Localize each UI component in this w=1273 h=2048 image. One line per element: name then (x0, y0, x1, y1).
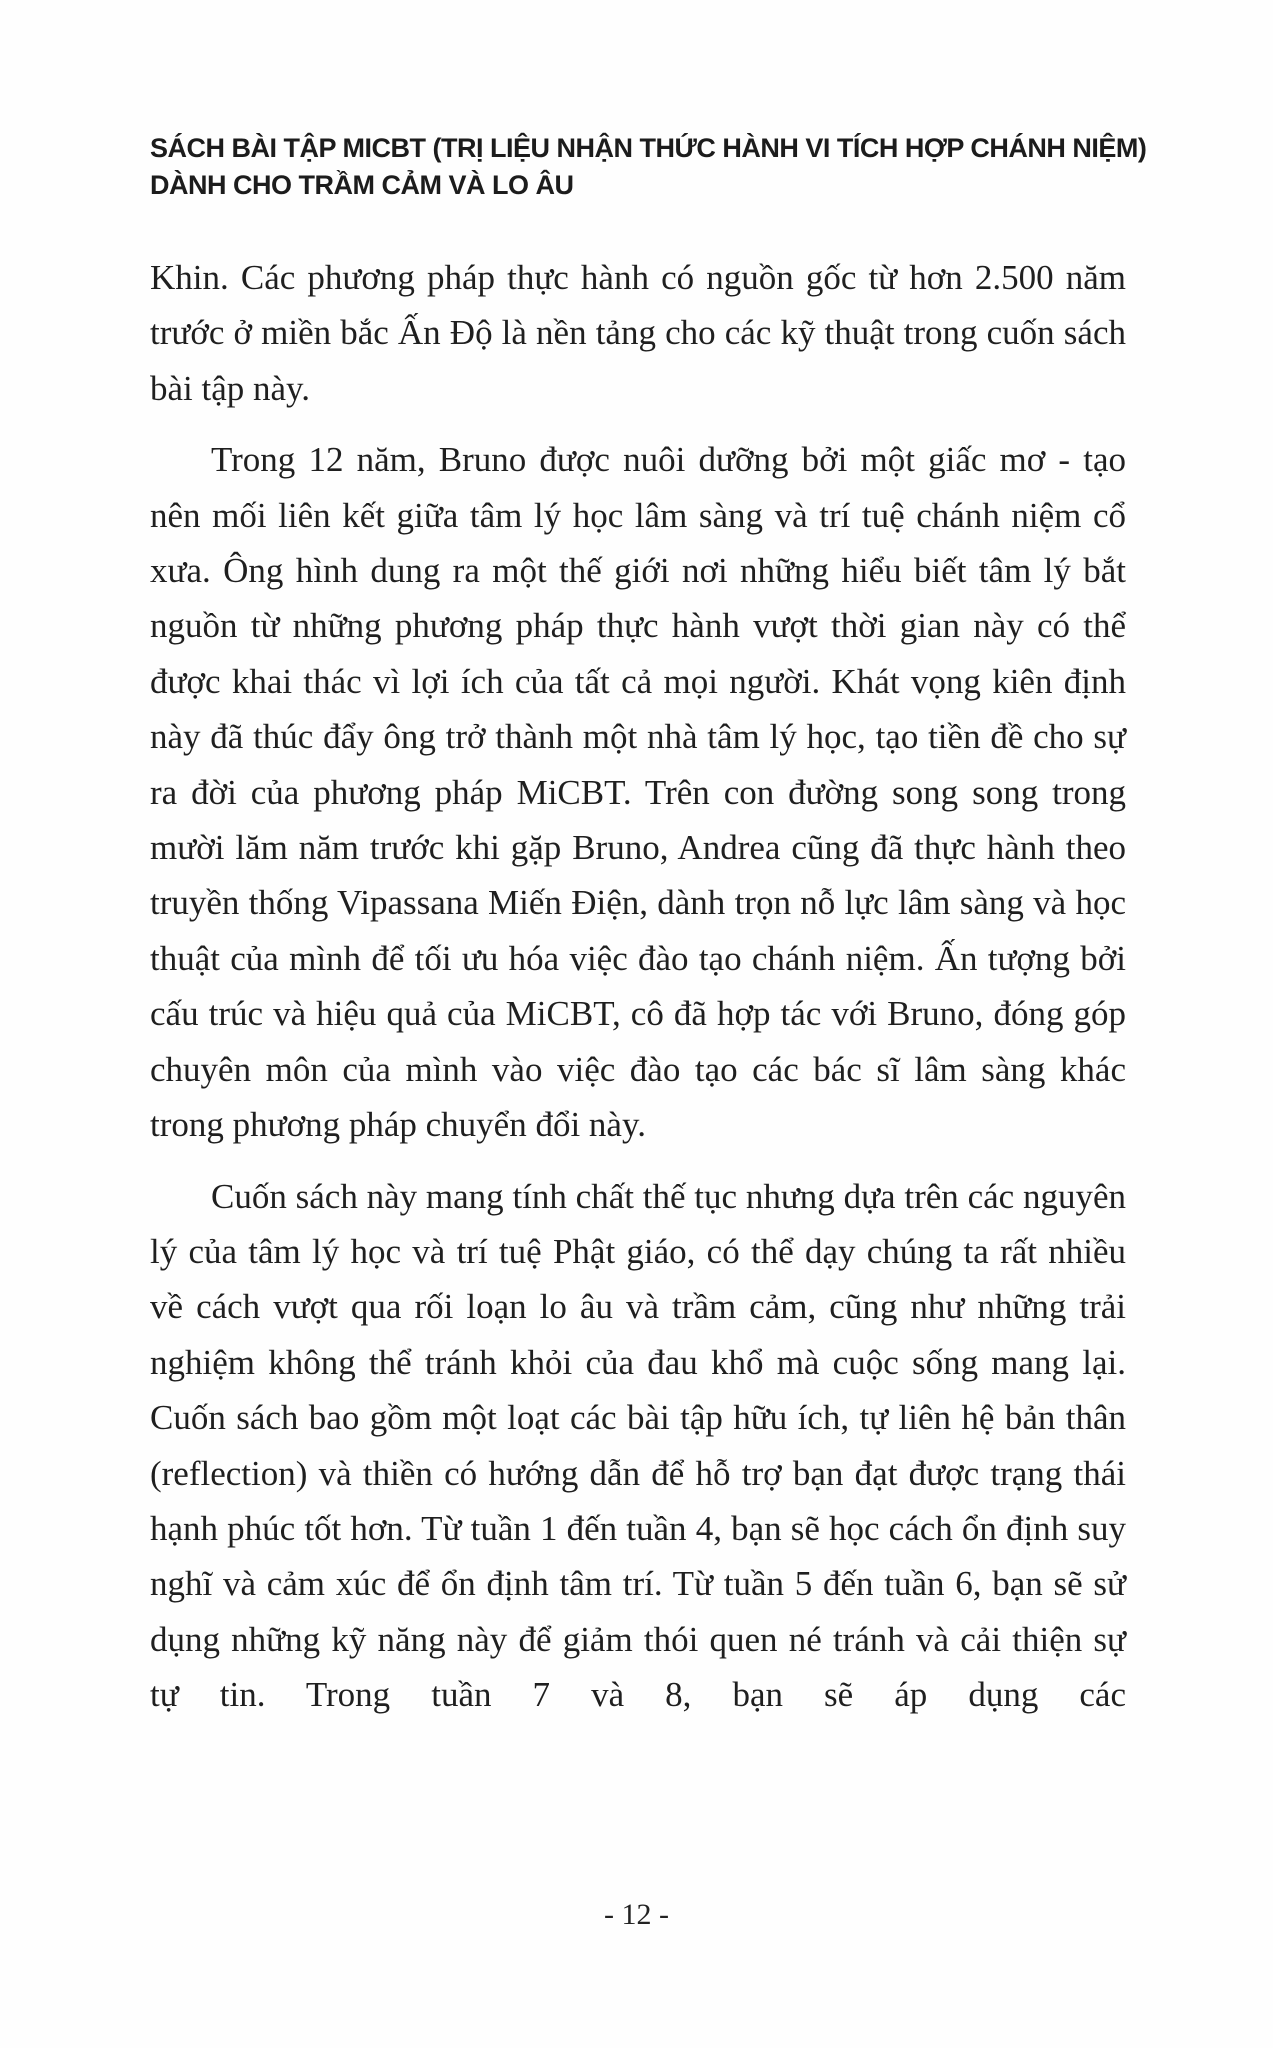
paragraph-2: Trong 12 năm, Bruno được nuôi dưỡng bởi một giấc mơ - tạo nên mối liên kết giữa tâm lý học lâm sàng và trí tuệ chánh niệm cổ xưa. Ông hình dung ra một thế giới nơi những hiểu biết tâm lý bắt nguồn từ những phương pháp thực hành vượt thời gian này có thể được khai thác vì lợi ích của tất cả mọi người. Khát vọng kiên định này đã thúc đẩy ông trở thành một nhà tâm lý học, tạo tiền đề cho sự ra đời của phương pháp MiCBT. Trên con đường song song trong mười lăm năm trước khi gặp Bruno, Andrea cũng đã thực hành theo truyền thống Vipassana Miến Điện, dành trọn nỗ lực lâm sàng và học thuật của mình để tối ưu hóa việc đào tạo chánh niệm. Ấn tượng bởi cấu trúc và hiệu quả của MiCBT, cô đã hợp tác với Bruno, đóng góp chuyên môn của mình vào việc đào tạo các bác sĩ lâm sàng khác trong phương pháp chuyển đổi này. (150, 440, 1126, 1145)
paragraph-1: Khin. Các phương pháp thực hành có nguồn gốc từ hơn 2.500 năm trước ở miền bắc Ấn Độ là nền tảng cho các kỹ thuật trong cuốn sách bài tập này. (150, 258, 1126, 408)
header-title-line-1: SÁCH BÀI TẬP MICBT (TRỊ LIỆU NHẬN THỨC HÀNH VI TÍCH HỢP CHÁNH NIỆM) (150, 133, 1147, 163)
page-number: - 12 - (604, 1898, 669, 1931)
running-header (150, 130, 1150, 204)
body-text (150, 250, 1126, 1739)
paragraph-3: Cuốn sách này mang tính chất thế tục nhưng dựa trên các nguyên lý của tâm lý học và trí tuệ Phật giáo, có thể dạy chúng ta rất nhiều về cách vượt qua rối loạn lo âu và trầm cảm, cũng như những trải nghiệm không thể tránh khỏi của đau khổ mà cuộc sống mang lại. Cuốn sách bao gồm một loạt các bài tập hữu ích, tự liên hệ bản thân (reflection) và thiền có hướng dẫn để hỗ trợ bạn đạt được trạng thái hạnh phúc tốt hơn. Từ tuần 1 đến tuần 4, bạn sẽ học cách ổn định suy nghĩ và cảm xúc để ổn định tâm trí. Từ tuần 5 đến tuần 6, bạn sẽ sử dụng những kỹ năng này để giảm thói quen né tránh và cải thiện sự tự tin. Trong tuần 7 và 8, bạn sẽ áp dụng các (150, 1176, 1126, 1715)
header-title-line-2: DÀNH CHO TRẦM CẢM VÀ LO ÂU (150, 170, 574, 200)
